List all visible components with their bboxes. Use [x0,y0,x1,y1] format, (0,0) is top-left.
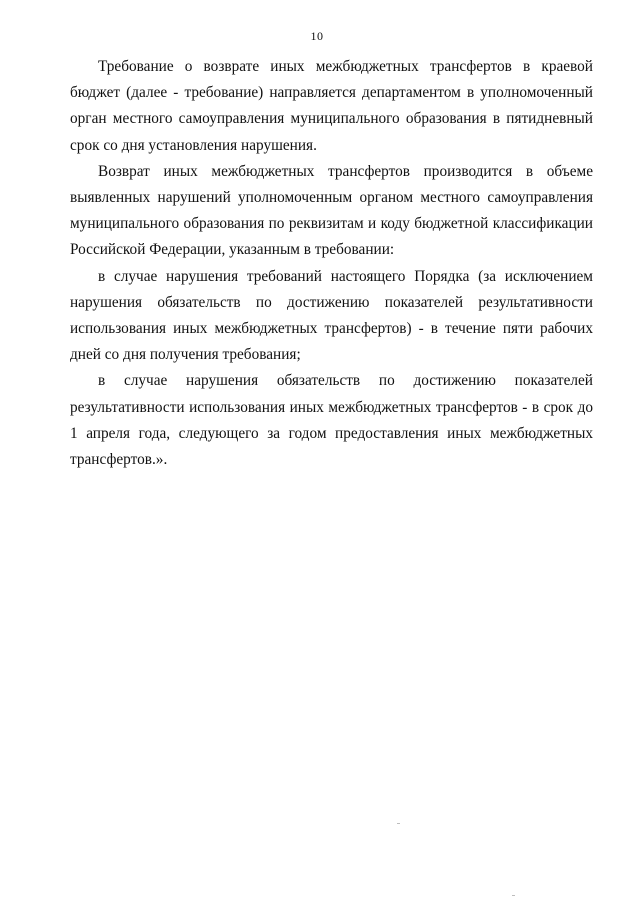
document-body [70,54,593,473]
paragraph-case-order-violation: в случае нарушения требований настоящего Порядка (за исключением нарушения обязательств по достижению показателей результативности использования иных межбюджетных трансфертов) - в течение пяти рабочих дней со дня получения требования; [70,267,593,364]
scan-speck [397,823,400,824]
page-number: 10 [310,29,324,43]
scan-speck [512,895,515,896]
paragraph-return-demand: Требование о возврате иных межбюджетных трансфертов в краевой бюджет (далее - требование) направляется департаментом в уполномоченный орган местного самоуправления муниципального образования в пятидневный срок со дня установления нарушения. [70,58,593,154]
paragraph-return-procedure: Возврат иных межбюджетных трансфертов производится в объеме выявленных нарушений уполномоченным органом местного самоуправления муниципального образования по реквизитам и коду бюджетной классификации Российской Федерации, указанным в требовании: [70,162,593,259]
paragraph-case-obligation-violation: в случае нарушения обязательств по достижению показателей результативности использования иных межбюджетных трансфертов - в срок до 1 апреля года, следующего за годом предоставления иных межбюджетных трансфертов.». [70,372,593,469]
